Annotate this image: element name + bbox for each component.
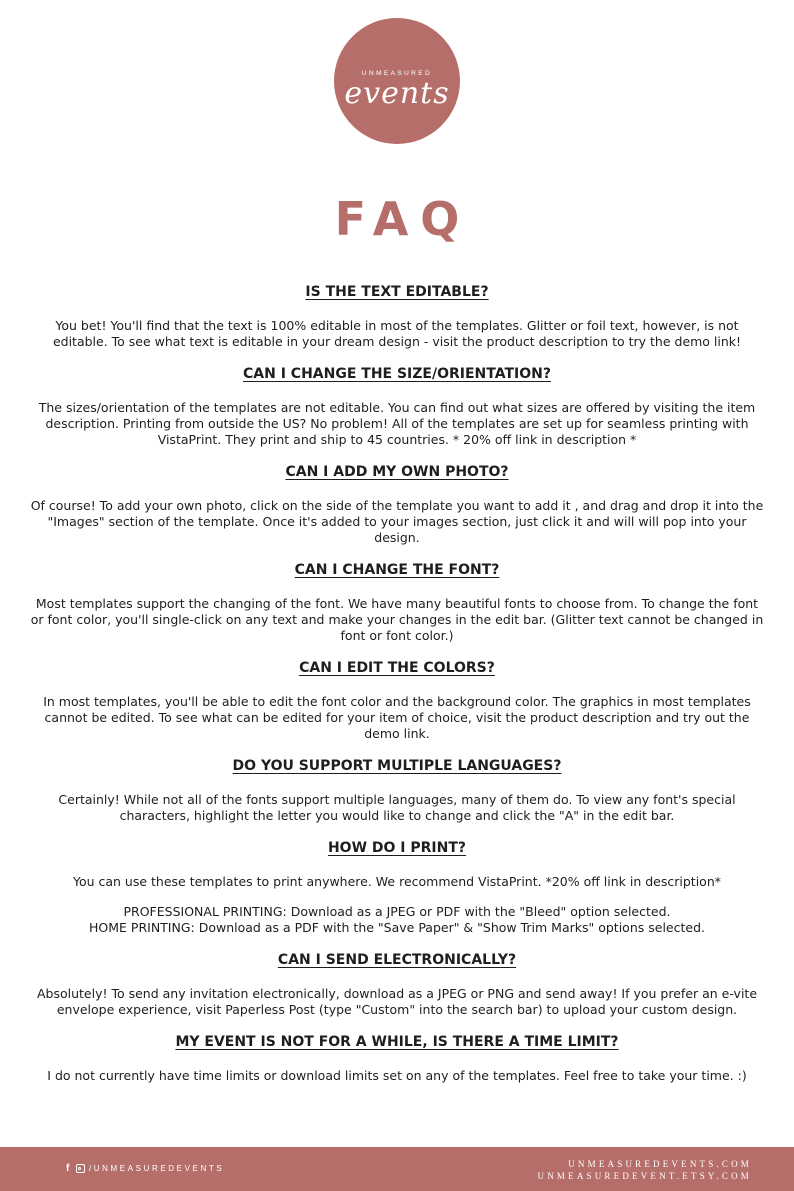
faq-question: DO YOU SUPPORT MULTIPLE LANGUAGES?: [232, 758, 562, 774]
faq-answer: Most templates support the changing of the font. We have many beautiful fonts to choose from. To change the font or font color, you'll single-click on any text and make your changes in the edit bar. (Glitter text cannot be changed in font or font color.): [30, 596, 764, 643]
footer: [0, 1147, 794, 1191]
faq-answer: PROFESSIONAL PRINTING: Download as a JPEG or PDF with the "Bleed" option selected. HOME PRINTING: Download as a PDF with the "Save Paper" & "Show Trim Marks" options selected.: [89, 904, 705, 935]
faq-question: MY EVENT IS NOT FOR A WHILE, IS THERE A TIME LIMIT?: [175, 1034, 619, 1050]
faq-answer: You can use these templates to print anywhere. We recommend VistaPrint. *20% off link in description*: [72, 874, 722, 889]
page-title: FAQ: [334, 192, 472, 246]
instagram-icon[interactable]: [76, 1164, 85, 1173]
faq-answer: The sizes/orientation of the templates are not editable. You can find out what sizes are offered by visiting the item description. Printing from outside the US? No problem! All of the templates are set up for seamless printing with VistaPrint. They print and ship to 45 countries. * 20% off link in description *: [38, 400, 756, 447]
faq-answer: You bet! You'll find that the text is 100% editable in most of the templates. Glitter or foil text, however, is not editable. To see what text is editable in your dream design - visit the product description to try the demo link!: [52, 318, 742, 349]
faq-item: [30, 364, 764, 448]
faq-item: [30, 950, 764, 1018]
social-links: [66, 1163, 224, 1174]
faq-item: [30, 462, 764, 546]
faq-item: [30, 756, 764, 824]
faq-item: [30, 282, 764, 350]
logo-script-text: events: [344, 76, 450, 111]
faq-question: CAN I CHANGE THE SIZE/ORIENTATION?: [243, 366, 551, 382]
social-handle[interactable]: /UNMEASUREDEVENTS: [88, 1164, 225, 1173]
faq-answer: In most templates, you'll be able to edit the font color and the background color. The graphics in most templates cannot be edited. To see what can be edited for your item of choice, visit the product description and try out the demo link.: [43, 694, 751, 741]
faq-list: [30, 282, 764, 1098]
faq-question: IS THE TEXT EDITABLE?: [305, 284, 489, 300]
faq-answer: Of course! To add your own photo, click on the side of the template you want to add it , and drag and drop it into the "Images" section of the template. Once it's added to your images section, just click it and will will pop into your design.: [30, 498, 764, 545]
footer-sites: [538, 1158, 752, 1182]
brand-logo: [334, 18, 460, 144]
etsy-link[interactable]: UNMEASUREDEVENT.ETSY.COM: [537, 1171, 752, 1181]
faq-question: HOW DO I PRINT?: [327, 840, 467, 856]
faq-item: [30, 560, 764, 644]
faq-answer: I do not currently have time limits or download limits set on any of the templates. Feel free to take your time. :): [47, 1068, 747, 1083]
faq-question: CAN I ADD MY OWN PHOTO?: [285, 464, 509, 480]
faq-answer: Certainly! While not all of the fonts support multiple languages, many of them do. To view any font's special characters, highlight the letter you would like to change and click the "A" in the edit bar.: [58, 792, 736, 823]
website-link[interactable]: UNMEASUREDEVENTS.COM: [568, 1159, 752, 1169]
faq-question: CAN I SEND ELECTRONICALLY?: [277, 952, 517, 968]
facebook-icon[interactable]: f: [66, 1163, 72, 1174]
faq-question: CAN I EDIT THE COLORS?: [299, 660, 495, 676]
faq-answer: Absolutely! To send any invitation electronically, download as a JPEG or PNG and send away! If you prefer an e-vite envelope experience, visit Paperless Post (type "Custom" into the search bar) to upload your custom design.: [36, 986, 758, 1017]
faq-question: CAN I CHANGE THE FONT?: [294, 562, 500, 578]
logo-top-text: UNMEASURED: [361, 70, 433, 77]
faq-item: [30, 838, 764, 936]
faq-item: [30, 658, 764, 742]
faq-item: [30, 1032, 764, 1084]
